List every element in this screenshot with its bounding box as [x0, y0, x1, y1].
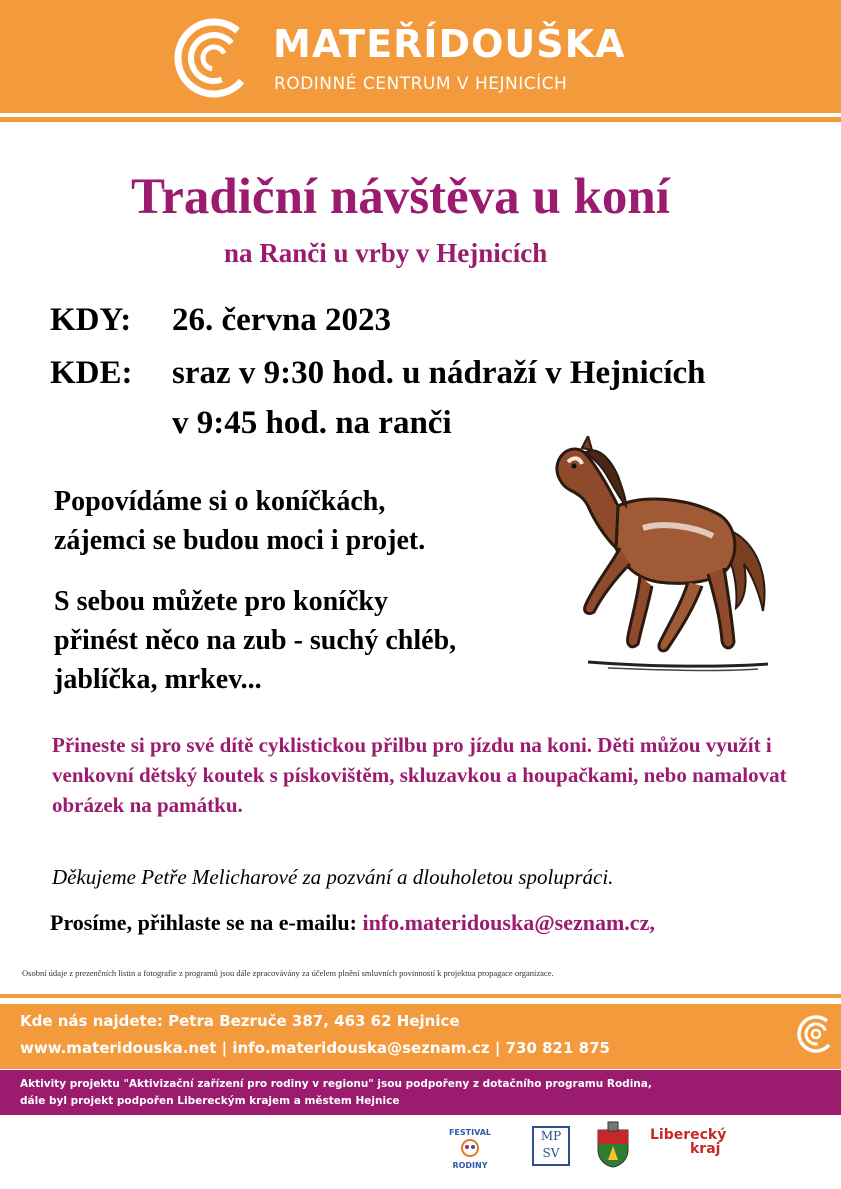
- brand-subtitle: RODINNÉ CENTRUM V HEJNICÍCH: [274, 74, 568, 94]
- when-value: 26. června 2023: [172, 302, 392, 338]
- header-divider: [0, 117, 841, 122]
- when-label: KDY:: [50, 302, 132, 338]
- event-subtitle: na Ranči u vrby v Hejnicích: [224, 238, 548, 268]
- hejnice-crest-icon: [596, 1120, 630, 1168]
- event-title: [0, 168, 841, 226]
- signup-text: Prosíme, přihlaste se na e-mailu:: [50, 910, 363, 935]
- where-value-line2: v 9:45 hod. na ranči: [172, 405, 452, 441]
- project-text-line2: dále byl projekt podpořen Libereckým krajem a městem Hejnice: [20, 1095, 400, 1107]
- materidouska-logo-icon: [172, 16, 256, 100]
- footer-contacts[interactable]: www.materidouska.net | info.materidouska@seznam.cz | 730 821 875: [20, 1039, 610, 1057]
- festival-rodiny-logo: [438, 1124, 502, 1172]
- paragraph-chat-line2: zájemci se budou moci i projet.: [54, 525, 426, 556]
- footer-address: Kde nás najdete: Petra Bezruče 387, 463 62 Hejnice: [20, 1012, 460, 1030]
- liberecky-line2: kraj: [690, 1141, 721, 1157]
- project-band: [0, 1070, 841, 1115]
- footer-divider: [0, 994, 841, 998]
- signup-email-link[interactable]: info.materidouska@seznam.cz,: [362, 910, 655, 935]
- mpsv-logo: [532, 1126, 570, 1166]
- paragraph-bring-food: [54, 582, 456, 699]
- helmet-note: Přineste si pro své dítě cyklistickou přilbu pro jízdu na koni. Děti můžou využít i venkovní dětský koutek s pískovištěm, skluzavkou a houpačkami, nebo namalovat obrázek na památku.: [52, 733, 787, 817]
- mpsv-bottom: SV: [542, 1146, 560, 1160]
- where-label: KDE:: [50, 355, 133, 391]
- paragraph-chat: [54, 482, 425, 560]
- liberecky-line1: Liberecký: [650, 1127, 727, 1143]
- where-value-line1: sraz v 9:30 hod. u nádraží v Hejnicích: [172, 355, 706, 391]
- horse-illustration: [548, 436, 786, 674]
- mpsv-top: MP: [540, 1129, 562, 1143]
- liberecky-kraj-logo: [650, 1128, 726, 1156]
- footer-logo-icon: [796, 1014, 836, 1054]
- signup-line: [50, 910, 655, 936]
- festival-bottom-text: RODINY: [452, 1161, 488, 1170]
- paragraph-bring-line2: přinést něco na zub - suchý chléb,: [54, 625, 457, 656]
- paragraph-bring-line1: S sebou můžete pro koníčky: [54, 586, 388, 617]
- festival-top-text: FESTIVAL: [448, 1128, 492, 1137]
- gdpr-notice: Osobní údaje z prezenčních listin a fotografie z programů jsou dále zpracovávány za účelem plnění smluvních povinností k projektua propagace organizace.: [22, 968, 554, 978]
- brand-name: MATEŘÍDOUŠKA: [273, 22, 626, 66]
- project-text-line1: Aktivity projektu "Aktivizační zařízení pro rodiny v regionu" jsou podpořeny z dotačního programu Rodina,: [20, 1078, 652, 1090]
- paragraph-chat-line1: Popovídáme si o koníčkách,: [54, 486, 386, 517]
- paragraph-bring-line3: jablíčka, mrkev...: [54, 664, 262, 695]
- thanks-text: Děkujeme Petře Melicharové za pozvání a dlouholetou spolupráci.: [52, 865, 614, 889]
- event-title-text: Tradiční návštěva u koní: [131, 169, 670, 225]
